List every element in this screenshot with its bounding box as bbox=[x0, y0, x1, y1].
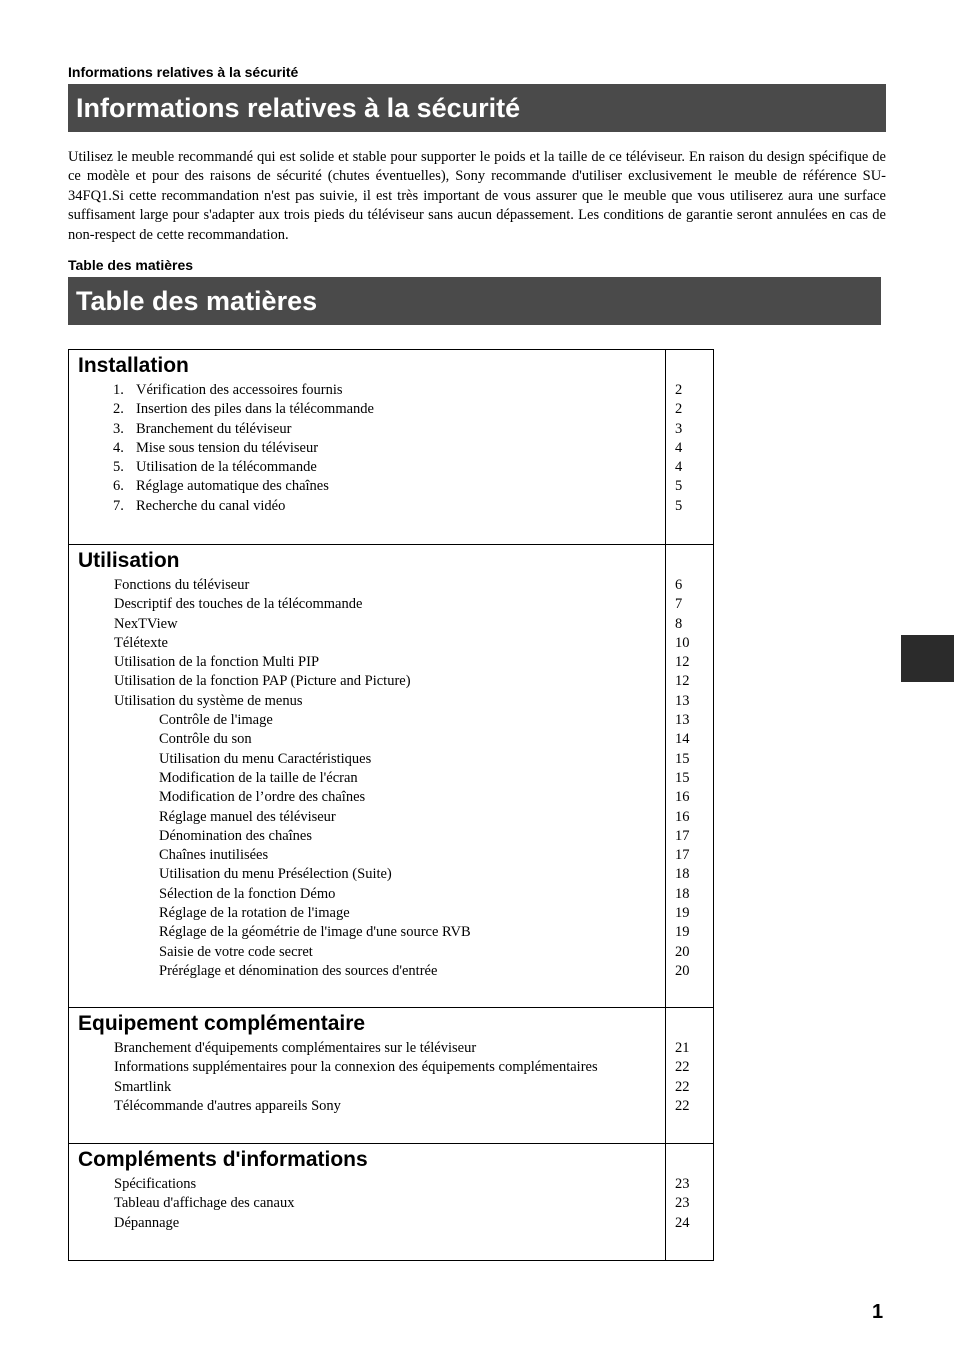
toc-entry-title: Spécifications bbox=[114, 1176, 197, 1192]
toc-entry bbox=[69, 576, 713, 595]
toc-entry-number: 3. bbox=[113, 420, 124, 437]
toc-entry-page: 2 bbox=[675, 382, 683, 398]
safety-banner: Informations relatives à la sécurité bbox=[68, 84, 886, 132]
toc-entry bbox=[69, 846, 713, 865]
toc-entry bbox=[69, 420, 713, 439]
toc-entry bbox=[69, 711, 713, 730]
toc-entry bbox=[69, 1078, 713, 1097]
toc-entry-page: 7 bbox=[675, 596, 683, 613]
toc-entry-page: 21 bbox=[675, 1040, 690, 1056]
toc-entry bbox=[69, 497, 713, 516]
toc-entry-title: Tableau d'affichage des canaux bbox=[114, 1195, 295, 1212]
toc-entry-title: Saisie de votre code secret bbox=[159, 943, 313, 960]
toc-entry bbox=[69, 653, 713, 672]
toc-entry bbox=[69, 1194, 713, 1213]
toc-entry-title: Insertion des piles dans la télécommande bbox=[136, 401, 374, 418]
toc-entry-title: Modification de l’ordre des chaînes bbox=[159, 789, 366, 806]
toc-entry-page: 17 bbox=[675, 827, 690, 844]
toc-entry-title: Descriptif des touches de la télécommande bbox=[114, 596, 363, 613]
section-heading-utilisation: Utilisation bbox=[78, 549, 180, 572]
toc-entry bbox=[69, 1058, 713, 1077]
toc-entry bbox=[69, 750, 713, 769]
toc-entry bbox=[69, 477, 713, 496]
section-heading-installation: Installation bbox=[78, 354, 189, 377]
toc-entry-page: 19 bbox=[675, 924, 690, 941]
toc-entry-title: Préréglage et dénomination des sources d'entrée bbox=[159, 962, 438, 979]
toc-entry bbox=[69, 1097, 713, 1116]
toc-entry-title: Utilisation du menu Caractéristiques bbox=[159, 750, 372, 767]
toc-entry-number: 2. bbox=[113, 401, 124, 418]
toc-entry-page: 22 bbox=[675, 1059, 690, 1076]
toc-entry bbox=[69, 439, 713, 458]
toc-entry bbox=[69, 1039, 713, 1058]
toc-section-installation bbox=[69, 350, 713, 544]
toc-entry bbox=[69, 458, 713, 477]
toc-entry bbox=[69, 808, 713, 827]
toc-entry-page: 3 bbox=[675, 420, 683, 437]
toc-entry-title: Réglage de la géométrie de l'image d'une source RVB bbox=[159, 924, 471, 941]
toc-entry-page: 13 bbox=[675, 692, 690, 709]
toc-entry-page: 12 bbox=[675, 673, 690, 690]
toc-entry-title: Utilisation du système de menus bbox=[114, 692, 303, 709]
toc-entry-title: Fonctions du téléviseur bbox=[114, 577, 250, 593]
toc-entry-title: Réglage manuel des téléviseur bbox=[159, 808, 336, 825]
toc-entry-title: Réglage de la rotation de l'image bbox=[159, 905, 350, 922]
toc-entry-title: Réglage automatique des chaînes bbox=[136, 478, 329, 495]
toc-entry bbox=[69, 962, 713, 981]
toc-entry-page: 16 bbox=[675, 808, 690, 825]
toc-entry-page: 15 bbox=[675, 769, 690, 786]
toc-banner: Table des matières bbox=[68, 277, 881, 325]
toc-entry-title: Contrôle de l'image bbox=[159, 712, 273, 729]
toc-entry-title: Sélection de la fonction Démo bbox=[159, 885, 336, 902]
toc-entry-page: 23 bbox=[675, 1176, 690, 1192]
toc-entry-number: 7. bbox=[113, 497, 124, 514]
toc-entry-page: 4 bbox=[675, 439, 683, 456]
toc-entry-title: Télécommande d'autres appareils Sony bbox=[114, 1097, 341, 1114]
toc-entry bbox=[69, 827, 713, 846]
toc-entry-number: 6. bbox=[113, 478, 124, 495]
toc-entry-title: Informations supplémentaires pour la connexion des équipements complémentaires bbox=[114, 1059, 598, 1076]
toc-entry-page: 20 bbox=[675, 943, 690, 960]
toc-entry-page: 8 bbox=[675, 615, 683, 632]
toc-entry-title: Télétexte bbox=[114, 634, 168, 651]
toc-entry-title: Modification de la taille de l'écran bbox=[159, 769, 358, 786]
toc-section-utilisation bbox=[69, 544, 713, 1007]
toc-entry-page: 5 bbox=[675, 497, 683, 514]
toc-entry-page: 12 bbox=[675, 654, 690, 671]
toc-list-complements bbox=[69, 1175, 713, 1233]
toc-entry-page: 19 bbox=[675, 905, 690, 922]
side-thumb-tab bbox=[901, 635, 954, 682]
toc-entry bbox=[69, 769, 713, 788]
toc-entry-page: 22 bbox=[675, 1097, 690, 1114]
toc-entry bbox=[69, 904, 713, 923]
toc-entry-number: 5. bbox=[113, 459, 124, 476]
toc-entry-page: 4 bbox=[675, 459, 683, 476]
toc-entry-page: 20 bbox=[675, 962, 690, 979]
toc-entry bbox=[69, 1214, 713, 1233]
toc-entry bbox=[69, 788, 713, 807]
toc-list-installation bbox=[69, 381, 713, 516]
toc-list-utilisation bbox=[69, 576, 713, 981]
toc-entry-title: Branchement du téléviseur bbox=[136, 420, 292, 437]
toc-entry-title: Dénomination des chaînes bbox=[159, 827, 313, 844]
toc-entry-page: 5 bbox=[675, 478, 683, 495]
toc-entry-title: NexTView bbox=[114, 615, 178, 632]
toc-entry-page: 18 bbox=[675, 885, 690, 902]
toc-entry-page: 17 bbox=[675, 847, 690, 864]
toc-entry-number: 1. bbox=[113, 382, 124, 398]
toc-entry-title: Smartlink bbox=[114, 1078, 172, 1095]
toc-entry-title: Dépannage bbox=[114, 1214, 180, 1231]
toc-section-equipement bbox=[69, 1007, 713, 1143]
toc-entry-title: Branchement d'équipements complémentaires sur le téléviseur bbox=[114, 1040, 477, 1056]
toc-entry-page: 15 bbox=[675, 750, 690, 767]
toc-entry-page: 18 bbox=[675, 866, 690, 883]
toc-entry-page: 23 bbox=[675, 1195, 690, 1212]
running-head-toc: Table des matières bbox=[68, 257, 194, 273]
toc-entry bbox=[69, 692, 713, 711]
toc-entry-page: 22 bbox=[675, 1078, 690, 1095]
safety-paragraph: Utilisez le meuble recommandé qui est solide et stable pour supporter le poids et la taille de ce téléviseur. En raison du design spécifique de ce modèle et pour des raisons de sécurité (chutes éventuelles), Sony recommande d'utiliser exclusivement le meuble de référence SU-34FQ1.Si cette recommandation n'est pas suivie, il est très important de vous assurer que le meuble que vous utiliserez aura une surface suffisament large pour s'adapter aux trois pieds du téléviseur sans aucun dépassement. Les conditions de garantie seront annulées en cas de non-respect de cette recommandation. bbox=[68, 149, 886, 243]
toc-entry-page: 6 bbox=[675, 577, 683, 593]
toc-entry-page: 13 bbox=[675, 712, 690, 729]
toc-entry bbox=[69, 634, 713, 653]
running-head-safety: Informations relatives à la sécurité bbox=[68, 64, 299, 80]
section-heading-complements: Compléments d'informations bbox=[78, 1148, 368, 1171]
toc-entry bbox=[69, 672, 713, 691]
toc-section-complements bbox=[69, 1143, 713, 1260]
toc-entry-title: Utilisation de la télécommande bbox=[136, 459, 317, 476]
toc-entry-page: 2 bbox=[675, 401, 683, 418]
toc-entry bbox=[69, 885, 713, 904]
toc-entry-page: 16 bbox=[675, 789, 690, 806]
toc-entry-page: 10 bbox=[675, 634, 690, 651]
toc-entry bbox=[69, 400, 713, 419]
section-heading-equipement: Equipement complémentaire bbox=[78, 1012, 366, 1035]
toc-entry bbox=[69, 1175, 713, 1194]
toc-entry bbox=[69, 595, 713, 614]
toc-list-equipement bbox=[69, 1039, 713, 1116]
toc-entry-title: Contrôle du son bbox=[159, 731, 252, 748]
toc-entry-title: Mise sous tension du téléviseur bbox=[136, 439, 319, 456]
toc-entry bbox=[69, 923, 713, 942]
toc-entry bbox=[69, 381, 713, 400]
toc-entry bbox=[69, 943, 713, 962]
page-number: 1 bbox=[872, 1301, 884, 1323]
toc-entry bbox=[69, 865, 713, 884]
toc-entry-title: Utilisation de la fonction Multi PIP bbox=[114, 654, 320, 671]
toc-entry-title: Utilisation du menu Présélection (Suite) bbox=[159, 866, 392, 883]
toc-entry-title: Utilisation de la fonction PAP (Picture and Picture) bbox=[114, 673, 411, 690]
toc-entry-title: Vérification des accessoires fournis bbox=[136, 382, 343, 398]
toc-entry-number: 4. bbox=[113, 439, 124, 456]
toc-entry bbox=[69, 730, 713, 749]
table-of-contents bbox=[68, 349, 714, 1261]
toc-entry-page: 24 bbox=[675, 1214, 690, 1231]
toc-entry-page: 14 bbox=[675, 731, 690, 748]
toc-entry bbox=[69, 615, 713, 634]
toc-entry-title: Recherche du canal vidéo bbox=[136, 497, 286, 514]
toc-entry-title: Chaînes inutilisées bbox=[159, 847, 269, 864]
